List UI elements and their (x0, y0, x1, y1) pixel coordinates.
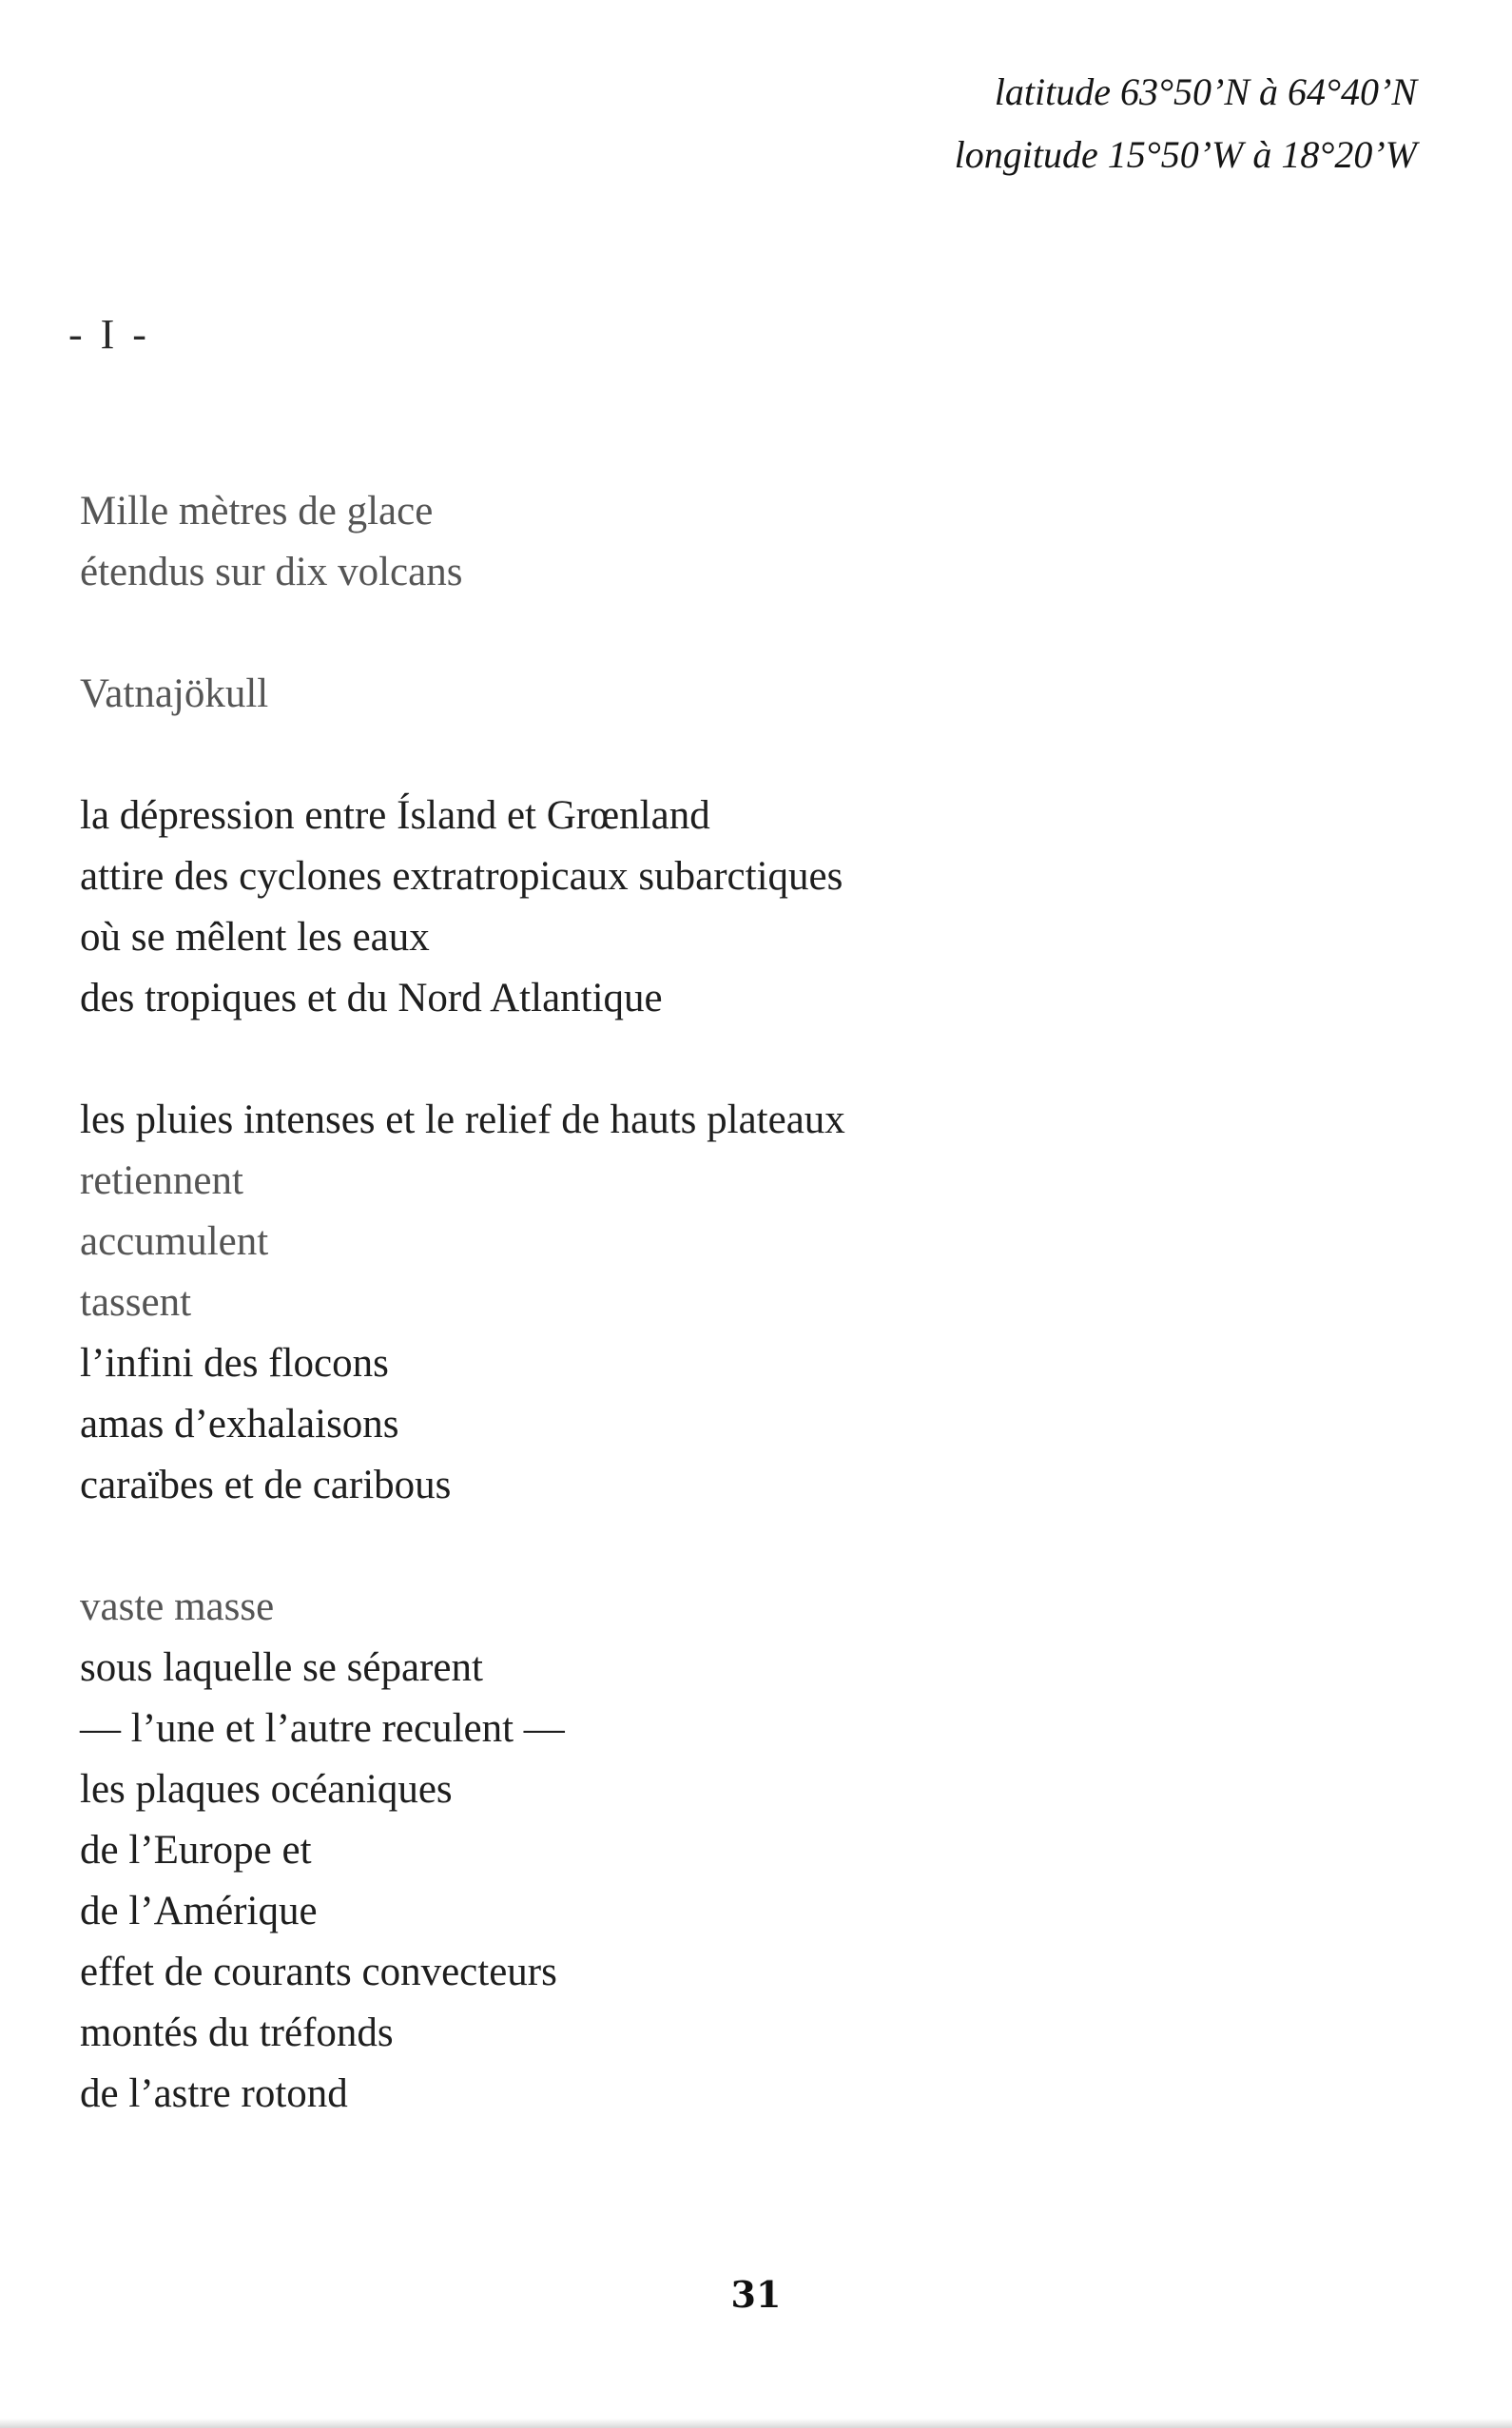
poem-line: vaste masse (80, 1584, 275, 1629)
poem-line: de l’Europe et (80, 1828, 312, 1873)
poem-line: où se mêlent les eaux (80, 915, 430, 960)
poem-line: de l’Amérique (80, 1889, 318, 1933)
page-bottom-edge (0, 2418, 1512, 2428)
stanza-2 (80, 664, 1316, 725)
poem-line: accumulent (80, 1219, 269, 1264)
poem-line: de l’astre rotond (80, 2071, 348, 2116)
poem-line: effet de courants convecteurs (80, 1950, 557, 1994)
poem-line: caraïbes et de caribous (80, 1463, 452, 1507)
latitude-line: latitude 63°50’N à 64°40’N (994, 70, 1417, 113)
stanza-1 (80, 481, 1316, 603)
poem-line: sous laquelle se séparent (80, 1645, 483, 1690)
poem-line: l’infini des flocons (80, 1341, 389, 1386)
poem-line: montés du tréfonds (80, 2010, 394, 2055)
poem-body (80, 481, 1316, 2185)
stanza-4 (80, 1090, 1316, 1516)
poem-line: les plaques océaniques (80, 1767, 453, 1812)
poem-line: attire des cyclones extratropicaux subarctiques (80, 854, 843, 899)
poem-line: — l’une et l’autre reculent — (80, 1706, 565, 1751)
stanza-5 (80, 1577, 1316, 2125)
section-number: - I - (68, 311, 150, 358)
longitude-line: longitude 15°50’W à 18°20’W (954, 133, 1417, 176)
stanza-3 (80, 786, 1316, 1029)
poem-line: amas d’exhalaisons (80, 1402, 399, 1447)
page-number: 31 (730, 2273, 782, 2316)
poem-line: les pluies intenses et le relief de hauts plateaux (80, 1097, 845, 1142)
poem-line: des tropiques et du Nord Atlantique (80, 976, 663, 1020)
poem-line: tassent (80, 1280, 192, 1325)
poem-line: la dépression entre Ísland et Grœnland (80, 793, 710, 838)
poem-line: Mille mètres de glace (80, 489, 434, 534)
poem-line: Vatnajökull (80, 671, 269, 716)
poem-line: étendus sur dix volcans (80, 550, 463, 594)
poem-line: retiennent (80, 1158, 243, 1203)
coordinates-heading (955, 61, 1417, 186)
